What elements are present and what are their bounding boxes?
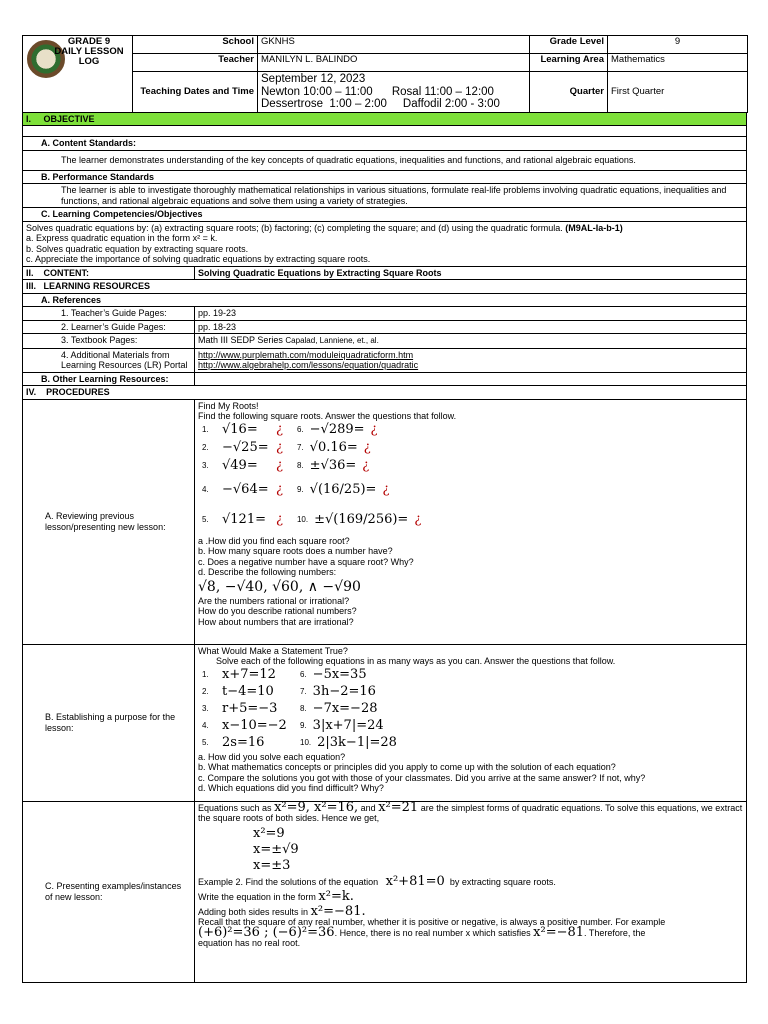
proc-a-label: A. Reviewing previous lesson/presenting new lesson: (23, 399, 195, 644)
quarter-value: First Quarter (608, 72, 748, 113)
c-text: equation has no real root. (198, 938, 301, 948)
item-number: 1. (202, 425, 209, 435)
other-resources-value (195, 372, 747, 386)
resources-heading: III. LEARNING RESOURCES (23, 280, 747, 294)
tb-title: Math III SEDP Series (198, 335, 283, 345)
area-value: Mathematics (608, 54, 748, 72)
proc-b-instructions: Solve each of the following equations in as many ways as you can. Answer the questions that follow. (216, 656, 616, 666)
objective-b: b. Solves quadratic equation by extracting square roots. (26, 243, 249, 254)
item-row (198, 506, 743, 536)
proc-c-label: C. Presenting examples/instances of new lesson: (23, 801, 195, 982)
proc-a-content (195, 399, 747, 644)
solution-step: x=±√9 (253, 841, 299, 857)
item-expression: 2|3k−1|=28 (317, 734, 397, 750)
item-number: 6. (296, 425, 304, 435)
item-expression: 3|x+7|=24 (312, 717, 384, 733)
lr-link-1[interactable]: http://www.purplemath.com/moduleiquadraticform.htm (198, 349, 414, 360)
item-number: 10. (300, 737, 312, 747)
other-resources-label: B. Other Learning Resources: (23, 372, 195, 386)
question: Are the numbers rational or irrational? (198, 595, 350, 606)
question: d. Describe the following numbers: (198, 567, 337, 577)
tb-authors: Capalad, Lanniene, et., al. (285, 336, 379, 345)
answer-placeholder: ¿ (276, 440, 283, 456)
item-number: 8. (296, 461, 304, 471)
c-text: Equations such as (198, 802, 272, 813)
proc-b-label: B. Establishing a purpose for the lesson: (23, 644, 195, 801)
item-expression: t−4=10 (222, 683, 274, 699)
item-number: 9. (300, 720, 307, 730)
item-row (198, 667, 743, 684)
item-number: 1. (202, 669, 209, 679)
item-number: 4. (202, 720, 209, 730)
answer-placeholder: ¿ (276, 458, 283, 474)
item-row (198, 718, 743, 735)
grade-label: Grade Level (530, 36, 608, 54)
item-number: 2. (202, 686, 209, 696)
question: d. Which equations did you find difficult? Why? (198, 783, 384, 793)
answer-placeholder: ¿ (382, 482, 390, 498)
tg-value: pp. 19-23 (195, 307, 747, 321)
item-expression: √121= (222, 512, 266, 528)
header-table (22, 35, 748, 113)
teacher-value: MANILYN L. BALINDO (258, 54, 530, 72)
item-expression: √0.16= (309, 440, 358, 456)
c-math: x²=9, x²=16, (274, 799, 359, 815)
title-cell (23, 36, 133, 113)
c-text: Adding both sides results in (198, 906, 309, 917)
item-number: 3. (202, 461, 209, 471)
title-line: DAILY LESSON (54, 46, 124, 57)
question: c. Does a negative number have a square root? Why? (198, 556, 414, 567)
c-math: x²=−81 (533, 924, 585, 940)
item-row (198, 701, 743, 718)
c-text: Example 2. Find the solutions of the equation (198, 876, 379, 887)
item-number: 5. (202, 737, 209, 747)
school-value: GKNHS (258, 36, 530, 54)
item-number: 6. (300, 669, 307, 679)
c-text: by extracting square roots. (449, 876, 556, 887)
item-row (198, 735, 743, 752)
procedures-heading: IV. PROCEDURES (23, 386, 747, 400)
content-value: Solving Quadratic Equations by Extracting Square Roots (195, 266, 747, 280)
question: How about numbers that are irrational? (198, 616, 354, 627)
item-number: 4. (202, 485, 209, 495)
title-line: GRADE 9 (67, 36, 111, 47)
answer-placeholder: ¿ (276, 422, 283, 438)
competency-main: Solves quadratic equations by: (a) extracting square roots; (b) factoring; (c) completing the square; and (d) using the quadratic formula. (26, 222, 563, 233)
item-expression: ±√36= (309, 458, 357, 474)
item-expression: x−10=−2 (222, 717, 287, 733)
item-number: 3. (202, 703, 209, 713)
question: b. What mathematics concepts or principles did you apply to come up with the solution of each equation? (198, 762, 616, 772)
item-expression: √16= (222, 422, 258, 438)
item-expression: r+5=−3 (222, 700, 278, 716)
c-math: x²+81=0 (385, 873, 445, 889)
question: How do you describe rational numbers? (198, 606, 357, 616)
answer-placeholder: ¿ (414, 512, 422, 528)
competencies-label: C. Learning Competencies/Objectives (23, 208, 747, 222)
question: a .How did you find each square root? (198, 535, 350, 546)
proc-c-content (195, 801, 747, 982)
lg-value: pp. 18-23 (195, 320, 747, 334)
content-standards-text: The learner demonstrates understanding of the key concepts of quadratic equations, inequalities and functions, and rational algebraic equations. (23, 150, 747, 170)
item-number: 7. (296, 443, 304, 453)
title-line: LOG (78, 56, 100, 67)
lr-label: 4. Additional Materials from Learning Resources (LR) Portal (23, 348, 195, 372)
item-expression: x+7=12 (222, 666, 276, 682)
dates-value (258, 72, 530, 113)
c-text: and (360, 802, 376, 813)
item-expression: 2s=16 (222, 734, 265, 750)
item-number: 5. (202, 515, 209, 525)
c-text: . Therefore, the (584, 927, 646, 938)
dll-sheet (22, 35, 747, 983)
question: c. Compare the solutions you got with those of your classmates. Did you arrive at the same answer? If not, why? (198, 772, 646, 783)
answer-placeholder: ¿ (276, 482, 283, 498)
date-text: September 12, 2023 (261, 73, 366, 85)
item-number: 2. (202, 443, 209, 453)
item-expression: −√25= (222, 440, 269, 456)
area-label: Learning Area (530, 54, 608, 72)
performance-text: The learner is able to investigate thoroughly mathematical relationships in various situations, formulate real-life problems involving quadratic equations, inequalities and functions, and rational algebraic equations and solve them using a variety of strategies. (23, 184, 747, 208)
item-row (198, 440, 743, 458)
tg-label: 1. Teacher’s Guide Pages: (23, 307, 195, 321)
content-standards-label: A. Content Standards: (23, 137, 747, 151)
c-math: x²=k. (318, 889, 354, 904)
school-label: School (133, 36, 258, 54)
item-row (198, 422, 743, 440)
competencies-text (23, 221, 747, 266)
numbers-expression: √8, −√40, √60, ∧ −√90 (198, 578, 361, 595)
tb-label: 3. Textbook Pages: (23, 334, 195, 349)
performance-label: B. Performance Standards (23, 170, 747, 184)
item-expression: −√64= (222, 482, 269, 498)
item-number: 7. (300, 686, 307, 696)
c-text: Recall that the square of any real number, whether it is positive or negative, is always a positive number. For example (198, 917, 666, 927)
spacer (23, 126, 747, 137)
answer-placeholder: ¿ (370, 422, 378, 438)
teacher-label: Teacher (133, 54, 258, 72)
answer-placeholder: ¿ (276, 512, 283, 528)
c-math: x²=21 (378, 799, 419, 815)
c-math: (+6)²=36 ; (−6)²=36 (198, 924, 335, 940)
item-expression: √(16/25)= (309, 482, 377, 498)
objective-a: a. Express quadratic equation in the form x² = k. (26, 233, 218, 243)
answer-placeholder: ¿ (363, 440, 371, 456)
proc-b-title: What Would Make a Statement True? (198, 645, 348, 656)
objective-heading: I. OBJECTIVE (23, 112, 747, 126)
root-items (198, 422, 743, 536)
item-expression: √49= (222, 458, 258, 474)
equation-items (198, 667, 743, 752)
dates-label: Teaching Dates and Time (133, 72, 258, 113)
solution-step: x=±3 (253, 857, 291, 873)
lr-link-2[interactable]: http://www.algebrahelp.com/lessons/equation/quadratic (198, 360, 419, 370)
question: b. How many square roots does a number have? (198, 546, 393, 556)
item-number: 10. (296, 515, 309, 525)
time-line: Dessertrose 1:00 – 2:00 Daffodil 2:00 - 3:00 (261, 98, 500, 110)
solution-step: x²=9 (253, 825, 285, 841)
item-expression: −√289= (309, 422, 365, 438)
answer-placeholder: ¿ (362, 458, 370, 474)
proc-a-title: Find My Roots! (198, 400, 259, 411)
c-text: . Hence, there is no real number x which satisfies (334, 927, 531, 938)
grade-value: 9 (608, 36, 748, 54)
c-text: are the simplest forms of quadratic equations. To solve this equations, we extract the square roots of both sides. Hence we get, (198, 802, 743, 823)
content-label: II. CONTENT: (23, 266, 195, 280)
competency-code: (M9AL-Ia-b-1) (565, 222, 623, 233)
lr-links (195, 348, 747, 372)
item-number: 9. (296, 485, 304, 495)
question: a. How did you solve each equation? (198, 751, 346, 762)
item-expression: −5x=35 (312, 666, 367, 682)
c-math: x²=−81. (310, 903, 366, 919)
proc-b-content (195, 644, 747, 801)
objective-c: c. Appreciate the importance of solving quadratic equations by extracting square roots. (26, 254, 371, 264)
item-number: 8. (300, 703, 307, 713)
tb-value (195, 334, 747, 349)
item-expression: ±√(169/256)= (314, 512, 409, 528)
references-label: A. References (23, 293, 747, 307)
lg-label: 2. Learner’s Guide Pages: (23, 320, 195, 334)
item-row (198, 476, 743, 506)
item-row (198, 458, 743, 476)
c-text: Write the equation in the form (198, 892, 316, 902)
item-expression: 3h−2=16 (312, 683, 376, 699)
item-row (198, 684, 743, 701)
item-expression: −7x=−28 (312, 700, 378, 716)
quarter-label: Quarter (530, 72, 608, 113)
time-line: Newton 10:00 – 11:00 Rosal 11:00 – 12:00 (261, 85, 494, 98)
body-table (22, 112, 747, 983)
proc-a-instructions: Find the following square roots. Answer the questions that follow. (198, 411, 457, 421)
